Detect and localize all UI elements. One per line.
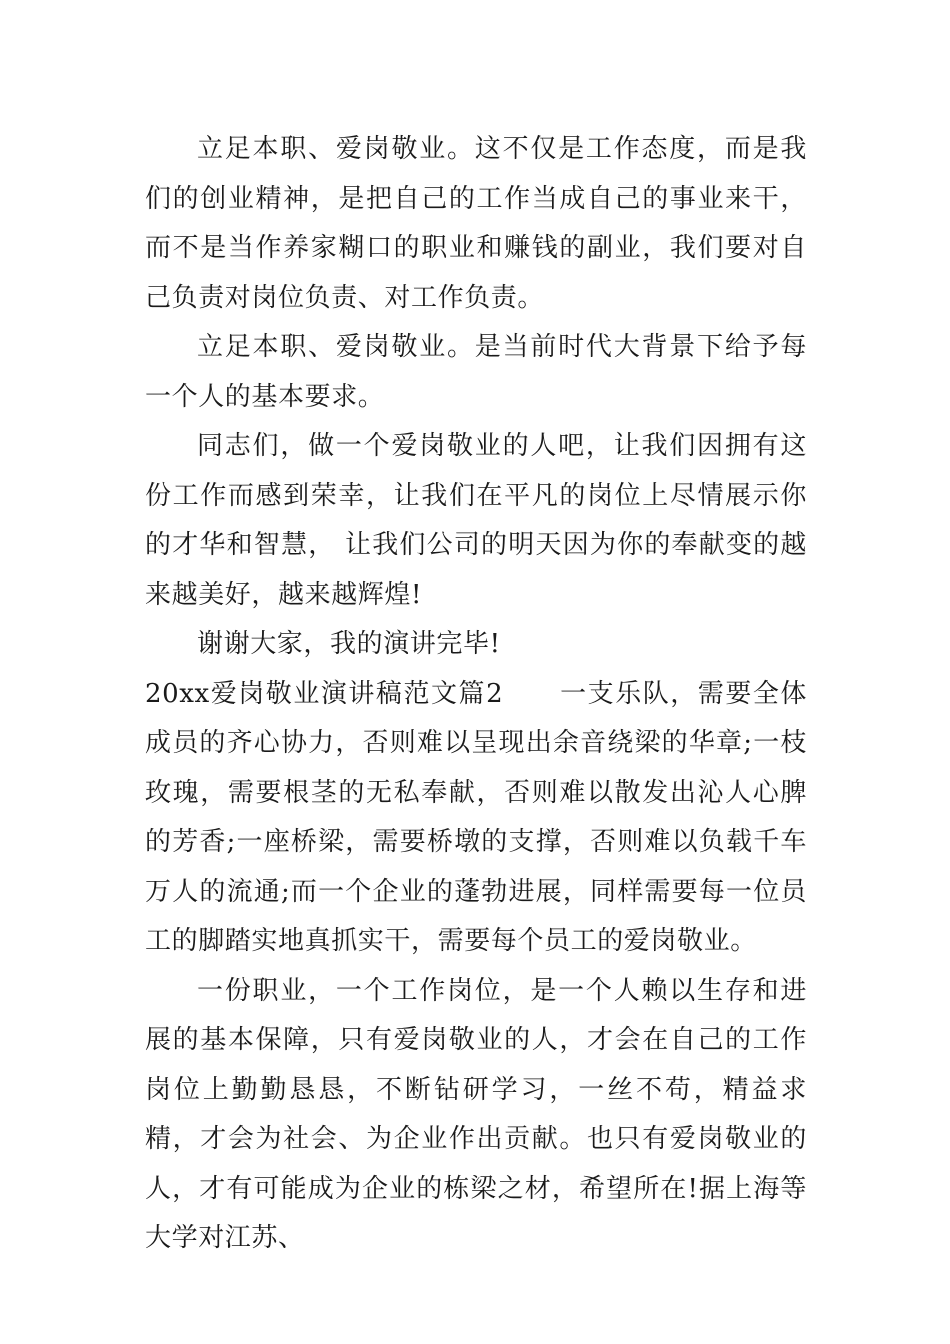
section-heading: 20xx爱岗敬业演讲稿范文篇2 <box>145 678 504 709</box>
section-2-first-paragraph: 一支乐队，需要全体成员的齐心协力，否则难以呈现出余音绕梁的华章;一枝玫瑰，需要根茎的无私奉献，否则难以散发出沁人心脾的芳香;一座桥梁，需要桥墩的支撑，否则难以负载千车万人的流通;而一个企业的蓬勃进展，同样需要每一位员工的脚踏实地真抓实干，需要每个员工的爱岗敬业。 <box>145 678 808 956</box>
section-2-opening <box>145 670 807 967</box>
paragraph-1: 立足本职、爱岗敬业。这不仅是工作态度，而是我们的创业精神，是把自己的工作当成自己的事业来干，而不是当作养家糊口的职业和赚钱的副业，我们要对自己负责对岗位负责、对工作负责。 <box>145 134 807 313</box>
paragraph-2: 立足本职、爱岗敬业。是当前时代大背景下给予每一个人的基本要求。 <box>145 332 807 412</box>
paragraph-4: 谢谢大家，我的演讲完毕! <box>197 629 501 659</box>
document-body <box>145 125 807 1264</box>
section-2-paragraph-2: 一份职业，一个工作岗位，是一个人赖以生存和进展的基本保障，只有爱岗敬业的人，才会在自己的工作岗位上勤勤恳恳，不断钻研学习，一丝不苟，精益求精，才会为社会、为企业作出贡献。也只有爱岗敬业的人，才有可能成为企业的栋梁之材，希望所在!据上海等大学对江苏、 <box>145 975 807 1253</box>
paragraph-3: 同志们，做一个爱岗敬业的人吧，让我们因拥有这份工作而感到荣幸，让我们在平凡的岗位上尽情展示你的才华和智慧， 让我们公司的明天因为你的奉献变的越来越美好，越来越辉煌! <box>145 431 807 610</box>
